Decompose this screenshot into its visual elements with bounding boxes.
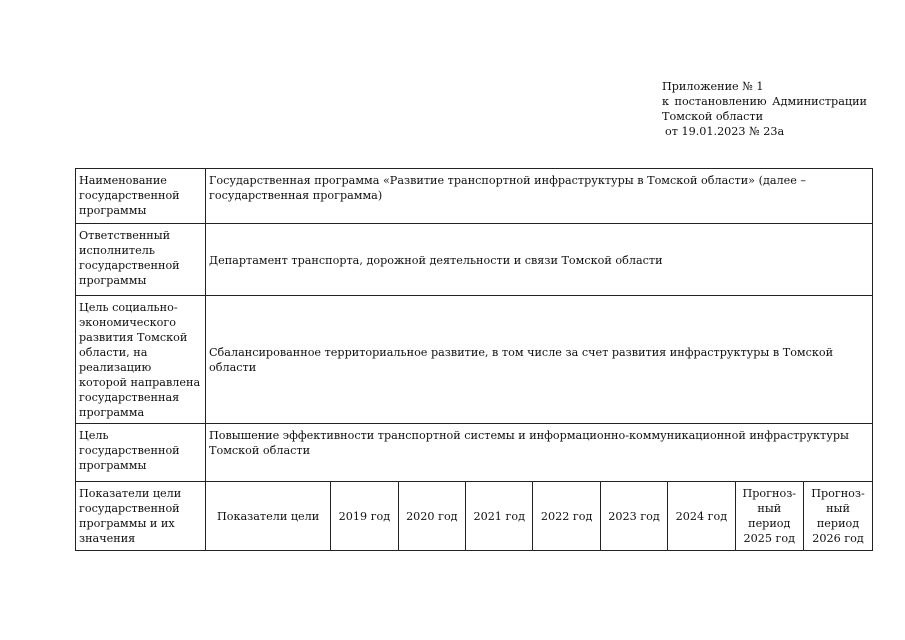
year-header: 2023 год <box>600 482 667 550</box>
forecast-year-header: Прогноз- ный период 2026 год <box>803 482 872 550</box>
table-row <box>76 296 873 424</box>
indicators-header: Показатели цели <box>217 509 320 523</box>
appendix-word: Администрации <box>772 95 867 108</box>
row-label: Цель государственной программы <box>76 424 206 482</box>
appendix-word: постановлению <box>674 95 767 108</box>
appendix-resolution-line <box>662 94 867 109</box>
row-label: Цель социально-экономического развития Томской области, на реализацию которой направлена государственная программа <box>76 296 206 424</box>
forecast-year-header: Прогноз- ный период 2025 год <box>735 482 803 550</box>
row-value: Повышение эффективности транспортной системы и информационно-коммуникационной инфраструктуры Томской области <box>206 424 873 482</box>
indicators-table <box>206 482 872 550</box>
row-value: Государственная программа «Развитие транспортной инфраструктуры в Томской области» (далее – государственная программа) <box>206 169 873 224</box>
row-value: Сбалансированное территориальное развитие, в том числе за счет развития инфраструктуры в Томской области <box>206 296 873 424</box>
year-header: 2024 год <box>668 482 735 550</box>
table-row <box>76 424 873 482</box>
year-header: 2019 год <box>331 482 398 550</box>
row-label: Ответственный исполнитель государственной программы <box>76 224 206 296</box>
year-header: 2021 год <box>466 482 533 550</box>
appendix-word: к <box>662 95 669 108</box>
appendix-header <box>662 79 867 139</box>
program-passport-table <box>75 168 873 551</box>
table-row <box>76 169 873 224</box>
table-row <box>76 482 873 551</box>
appendix-date-number: от 19.01.2023 № 23а <box>665 125 785 138</box>
indicators-header-row <box>206 482 872 550</box>
row-label: Наименование государственной программы <box>76 169 206 224</box>
year-header: 2020 год <box>398 482 465 550</box>
appendix-region: Томской области <box>662 110 764 123</box>
table-row <box>76 224 873 296</box>
indicators-cell <box>206 482 873 551</box>
row-value: Департамент транспорта, дорожной деятельности и связи Томской области <box>206 224 873 296</box>
row-label: Показатели цели государственной программы и их значения <box>76 482 206 551</box>
appendix-title: Приложение № 1 <box>662 80 764 93</box>
year-header: 2022 год <box>533 482 600 550</box>
